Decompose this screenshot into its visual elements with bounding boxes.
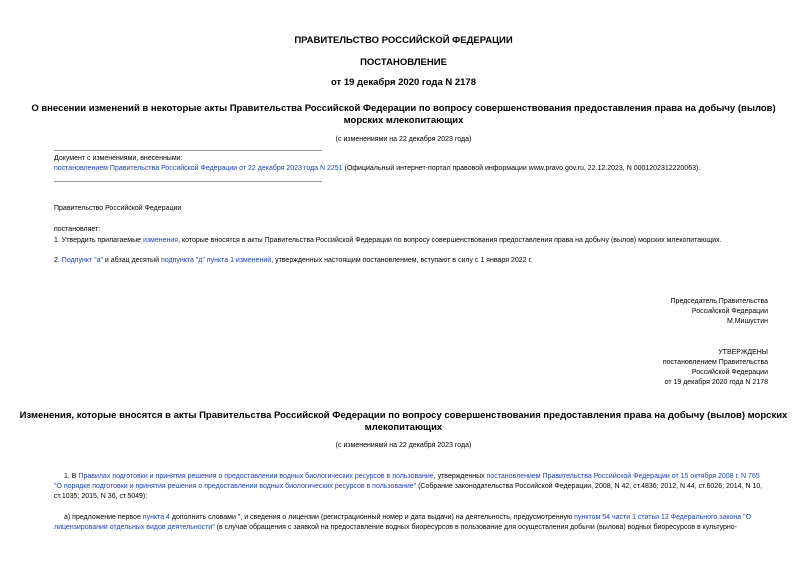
changes-intro: Документ с изменениями, внесенными: bbox=[54, 155, 183, 162]
approval-stamp: УТВЕРЖДЕНЫ bbox=[718, 349, 768, 356]
paragraph-2 bbox=[54, 256, 532, 266]
changes-title bbox=[0, 410, 807, 434]
item-1-sources: (Собрание законодательства Российской Федерации, 2008, N 42, ст.4836; 2012, N 44, ст.6026; 2014, N 10, bbox=[416, 483, 763, 490]
changes-revision-note: (с изменениями на 22 декабря 2023 года) bbox=[335, 442, 472, 449]
revision-note: (с изменениями на 22 декабря 2023 года) bbox=[335, 136, 472, 143]
resolution-765-link[interactable]: постановлением Правительства Российской Федерации от 15 октября 2008 г. N 765 bbox=[486, 473, 760, 480]
paragraph-2-text: и абзац десятый bbox=[102, 257, 161, 264]
signature-block bbox=[671, 297, 768, 327]
item-a bbox=[54, 513, 768, 533]
item-a-line2 bbox=[54, 523, 768, 533]
document-title bbox=[0, 103, 807, 127]
signature-name: М.Мишустин bbox=[726, 318, 768, 325]
document-date-number: от 19 декабря 2020 года N 2178 bbox=[330, 77, 476, 88]
signature-position: Председатель Правительства bbox=[670, 298, 768, 305]
changes-link[interactable]: изменения bbox=[142, 237, 179, 244]
point-4-link[interactable]: пункта 4 bbox=[142, 514, 170, 521]
document-title-line1: О внесении изменений в некоторые акты Правительства Российской Федерации по вопросу совершенствования предоставления права на добычу (вылов) bbox=[31, 103, 776, 114]
government-name: Правительство Российской Федерации bbox=[54, 205, 182, 212]
item-1 bbox=[54, 472, 768, 502]
item-a-text-end: (в случае обращения с заявкой на предоставление водных биоресурсов в пользование для осуществления добычи (вылова) водных биоресурсов в культурно- bbox=[214, 524, 738, 531]
signature-org: Российской Федерации bbox=[691, 308, 768, 315]
issuing-authority: ПРАВИТЕЛЬСТВО РОССИЙСКОЙ ФЕДЕРАЦИИ bbox=[294, 35, 513, 46]
resolution-765-title-link[interactable]: "О порядке подготовки и принятия решения о предоставлении водных биологических ресурсов в пользование" bbox=[54, 483, 417, 490]
item-a-text-mid: дополнить словами ", и сведения о лицензии (регистрационный номер и дата выдачи) на деятельность, предусмотренную bbox=[169, 514, 575, 521]
resolves-word: постановляет: bbox=[54, 226, 101, 233]
changes-title-line1: Изменения, которые вносятся в акты Правительства Российской Федерации по вопросу совершенствования предоставления права на добычу (вылов) морских bbox=[19, 410, 788, 421]
document-title-line2: морских млекопитающих bbox=[343, 115, 464, 126]
rules-link[interactable]: Правилах подготовки и принятия решения о предоставлении водных биологических ресурсов в пользование bbox=[78, 473, 434, 480]
approval-block bbox=[663, 348, 768, 388]
item-1-number: 1. В bbox=[64, 473, 79, 480]
subparagraph-a-link[interactable]: Подпункт "а" bbox=[61, 257, 103, 264]
approval-org: Российской Федерации bbox=[691, 369, 768, 376]
paragraph-1 bbox=[54, 236, 722, 246]
federal-law-link[interactable]: пунктом 54 части 1 статьи 12 Федерального закона "О bbox=[574, 514, 752, 521]
changes-reference bbox=[54, 164, 700, 174]
approval-date: от 19 декабря 2020 года N 2178 bbox=[664, 379, 768, 386]
approval-by: постановлением Правительства bbox=[662, 359, 768, 366]
paragraph-2-text-end: , утвержденных настоящим постановлением, вступают в силу с 1 января 2022 г. bbox=[271, 257, 533, 264]
divider-bottom bbox=[54, 181, 322, 182]
paragraph-1-text: 1. Утвердить прилагаемые bbox=[54, 237, 143, 244]
amending-act-link[interactable]: постановлением Правительства Российской Федерации от 22 декабря 2023 года N 2251 bbox=[54, 165, 343, 172]
item-a-line1 bbox=[54, 513, 768, 523]
subparagraph-d-link[interactable]: подпункта "д" пункта 1 изменений bbox=[160, 257, 272, 264]
changes-title-line2: млекопитающих bbox=[364, 422, 443, 433]
licensing-law-title-link[interactable]: лицензировании отдельных видов деятельности" bbox=[54, 524, 215, 531]
item-1-line2 bbox=[54, 482, 768, 492]
item-1-line1 bbox=[54, 472, 768, 482]
item-1-line3: ст.1035; 2015, N 36, ст.5049): bbox=[54, 493, 148, 500]
divider-top bbox=[54, 150, 322, 151]
paragraph-2-number: 2. bbox=[54, 257, 62, 264]
document-type: ПОСТАНОВЛЕНИЕ bbox=[360, 57, 447, 68]
amending-act-source: (Официальный интернет-портал правовой информации www.pravo.gov.ru, 22.12.2023, N 0001202312220063). bbox=[342, 165, 701, 172]
paragraph-1-text-end: , которые вносятся в акты Правительства Российской Федерации по вопросу совершенствования предоставления права на добычу (вылов) морских млекопитающих. bbox=[178, 237, 722, 244]
item-1-approved-by: , утвержденных bbox=[433, 473, 487, 480]
item-a-text: а) предложение первое bbox=[64, 514, 143, 521]
